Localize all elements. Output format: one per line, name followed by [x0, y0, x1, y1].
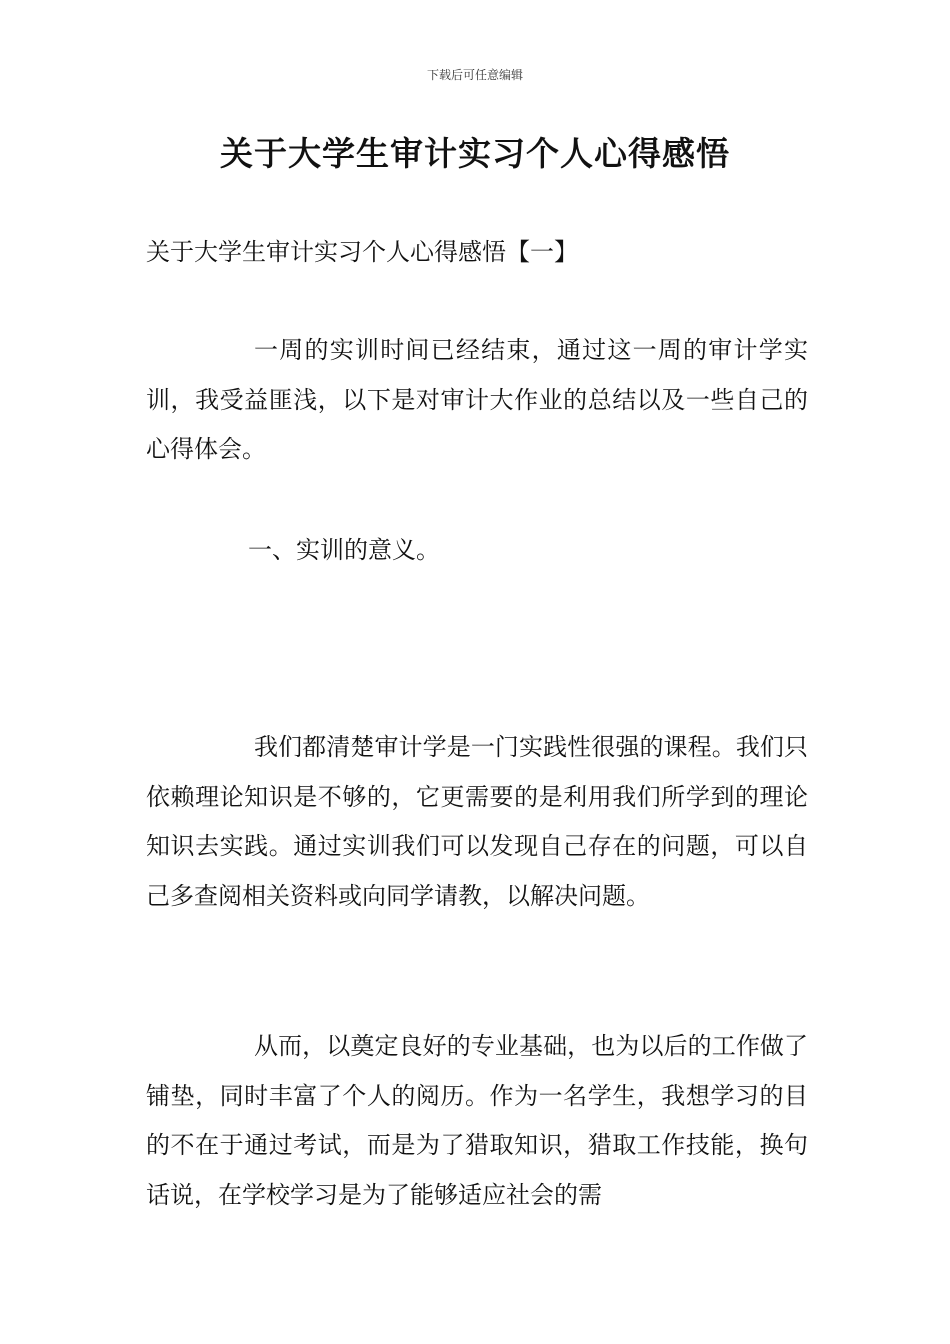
document-title: 关于大学生审计实习个人心得感悟 — [220, 134, 730, 173]
paragraph-foundation: 从而，以奠定良好的专业基础，也为以后的工作做了铺垫，同时丰富了个人的阅历。作为一名学生，我想学习的目的不在于通过考试，而是为了猎取知识，猎取工作技能，换句话说，在学校学习是为了能够适应社会的需 — [146, 1032, 808, 1209]
subheading-training-meaning: 一、实训的意义。 — [248, 536, 440, 564]
section-heading: 关于大学生审计实习个人心得感悟【一】 — [146, 238, 578, 266]
paragraph-practice: 我们都清楚审计学是一门实践性很强的课程。我们只依赖理论知识是不够的，它更需要的是利用我们所学到的理论知识去实践。通过实训我们可以发现自己存在的问题，可以自己多查阅相关资料或向同学请教，以解决问题。 — [146, 733, 808, 910]
header-note: 下载后可任意编辑 — [426, 68, 523, 82]
paragraph-intro: 一周的实训时间已经结束，通过这一周的审计学实训，我受益匪浅，以下是对审计大作业的总结以及一些自己的心得体会。 — [146, 336, 808, 463]
